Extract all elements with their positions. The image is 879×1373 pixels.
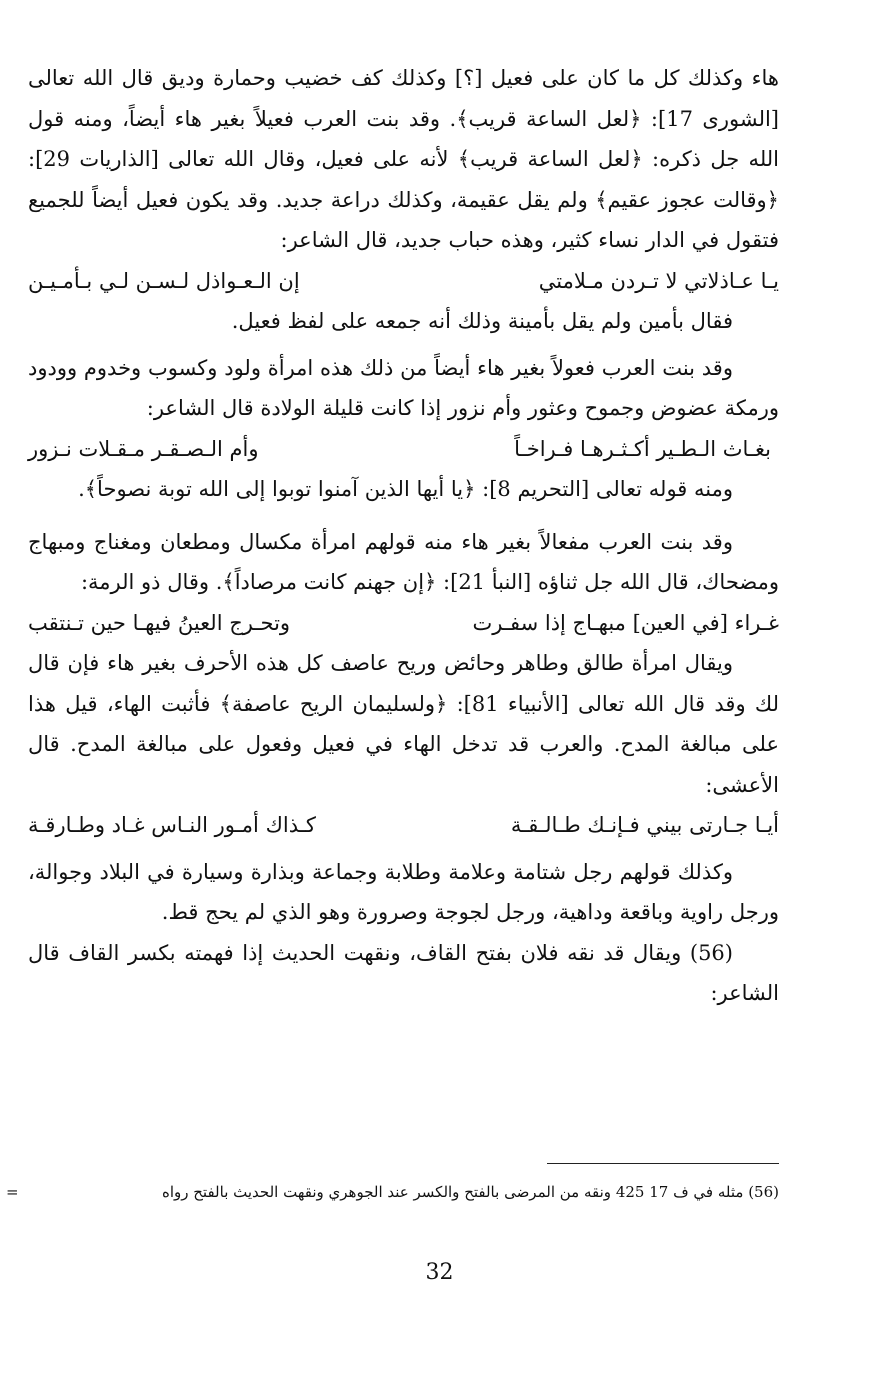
paragraph-1: هاء وكذلك كل ما كان على فعيل [؟] وكذلك كف خضيب وحمارة وديق قال الله تعالى [الشورى 17]: ﴿لعل الساعة قريب﴾. وقد بنت العرب فعيلاً بغير هاء أيضاً، ومنه قول الله جل ذكره: ﴿لعل الساعة قريب﴾ لأنه على فعيل، وقال الله تعالى [الذاريات 29]: ﴿وقالت عجوز عقيم﴾ ولم يقل عقيمة، وكذلك دراعة جديد. وقد يكون فعيل أيضاً للجميع فتقول في الدار نساء كثير، وهذه حباب جديد، قال الشاعر:: [28, 66, 780, 252]
verse-3: [28, 603, 779, 644]
footnote-continuation-mark: =: [6, 1183, 19, 1201]
verse-2-second-hemistich: وأم الـصـقـر مـقـلات نـزور: [28, 436, 259, 461]
page-number: 32: [425, 1260, 454, 1285]
verse-1-second-hemistich: إن الـعـواذل لـسـن لـي بـأمـيـن: [28, 268, 300, 293]
footnote: (56) مثله في ف 17 425 ونقه من المرضى بالفتح والكسر عند الجوهري ونقهت الحديث بالفتح رواه: [161, 1183, 779, 1201]
paragraph-2: فقال بأمين ولم يقل بأمينة وذلك أنه جمعه على لفظ فعيل.: [231, 309, 733, 333]
verse-2-first-hemistich: بغـاث الـطـير أكـثـرهـا فـراخـاً: [514, 436, 771, 461]
verse-2: [28, 429, 779, 470]
paragraph-3: وقد بنت العرب فعولاً بغير هاء أيضاً من ذلك هذه امرأة ولود وكسوب وخدوم وودود ورمكة عضوض وجموح وعثور وأم نزور إذا كانت قليلة الولادة قال الشاعر:: [28, 355, 779, 420]
paragraph-4: ومنه قوله تعالى [التحريم 8]: ﴿يا أيها الذين آمنوا توبوا إلى الله توبة نصوحاً﴾.: [78, 477, 733, 501]
paragraph-5: وقد بنت العرب مفعالاً بغير هاء منه قولهم امرأة مكسال ومطعان ومغناج ومبهاج ومضحاك، قال الله جل ثناؤه [النبأ 21]: ﴿إن جهنم كانت مرصاداً﴾. وقال ذو الرمة:: [28, 529, 779, 594]
verse-4: [28, 805, 779, 846]
paragraph-7: وكذلك قولهم رجل شتامة وعلامة وطلابة وجماعة وبذارة وسيارة في البلاد وجوالة، ورجل راوية وباقعة وداهية، ورجل لجوجة وصرورة وهو الذي لم يحج قط.: [28, 859, 779, 924]
footnote-separator: [547, 1163, 779, 1164]
verse-1: [28, 261, 779, 302]
verse-1-first-hemistich: يـا عـاذلاتي لا تـردن مـلامتي: [538, 268, 779, 293]
verse-3-first-hemistich: غـراء [في العين] مبهـاج إذا سفـرت: [472, 610, 779, 635]
paragraph-8: (56) ويقال قد نقه فلان بفتح القاف، ونقهت الحديث إذا فهمته بكسر القاف قال الشاعر:: [28, 940, 779, 1005]
verse-4-second-hemistich: كـذاك أمـور النـاس غـاد وطـارقـة: [28, 813, 316, 837]
verse-4-first-hemistich: أيـا جـارتى بيني فـإنـك طـالـقـة: [510, 813, 779, 837]
verse-3-second-hemistich: وتحـرج العينُ فيهـا حين تـنتقب: [28, 610, 291, 635]
main-text: [28, 58, 779, 1014]
paragraph-6: ويقال امرأة طالق وطاهر وحائض وريح عاصف كل هذه الأحرف بغير هاء فإن قال لك وقد قال الله تعالى [الأنبياء 81]: ﴿ولسليمان الريح عاصفة﴾ فأثبت الهاء، قيل هذا على مبالغة المدح. والعرب قد تدخل الهاء في فعيل وفعول على مبالغة المدح. قال الأعشى:: [28, 651, 779, 797]
